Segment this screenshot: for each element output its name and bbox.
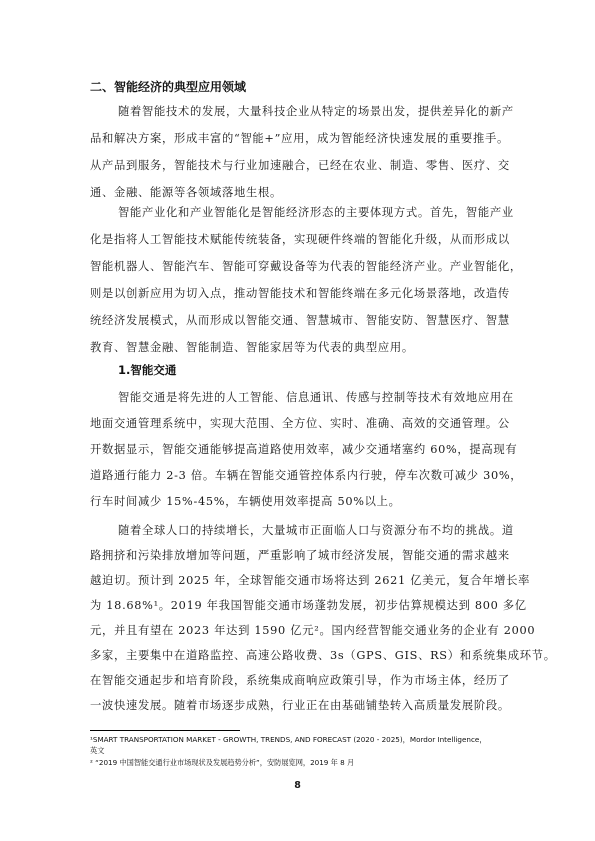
text-line: 随着全球人口的持续增长，大量城市正面临人口与资源分布不均的挑战。道 (118, 524, 514, 537)
text-line: 行车时间减少 15%-45%，车辆使用效率提高 50%以上。 (90, 495, 401, 508)
subsection-heading: 1.智能交通 (118, 363, 177, 377)
text-line: 智能交通是将先进的人工智能、信息通讯、传感与控制等技术有效地应用在 (118, 391, 514, 404)
text-line: 一波快速发展。随着市场逐步成熟，行业正在由基础铺垫转入高质量发展阶段。 (90, 699, 510, 712)
text-line: 越迫切。预计到 2025 年，全球智能交通市场将达到 2621 亿美元，复合年增长率 (90, 574, 531, 587)
text-line: 则是以创新应用为切入点，推动智能技术和智能终端在多元化场景落地，改造传 (90, 287, 510, 300)
text-line: 品和解决方案，形成丰富的“智能+”应用，成为智能经济快速发展的重要推手。 (90, 132, 510, 145)
footnote-1: ¹SMART TRANSPORTATION MARKET - GROWTH, TRENDS, AND FORECAST (2020 - 2025)，Mordor Intelligence， (90, 735, 487, 744)
text-line: 路拥挤和污染排放增加等问题，严重影响了城市经济发展，智能交通的需求越来 (90, 549, 510, 562)
text-line: 教育、智慧金融、智能制造、智能家居等为代表的典型应用。 (90, 341, 414, 354)
text-line: 随着智能技术的发展，大量科技企业从特定的场景出发，提供差异化的新产 (118, 105, 514, 118)
text-line: 统经济发展模式，从而形成以智能交通、智慧城市、智能安防、智慧医疗、智慧 (90, 314, 510, 327)
text-line: 通、金融、能源等各领域落地生根。 (90, 186, 282, 199)
text-line: 化是指将人工智能技术赋能传统装备，实现硬件终端的智能化升级，从而形成以 (90, 233, 510, 246)
page-number: 8 (294, 780, 301, 791)
text-line: 开数据显示，智能交通能够提高道路使用效率，减少交通堵塞约 60%，提高现有 (90, 443, 518, 456)
text-line: 智能机器人、智能汽车、智能可穿戴设备等为代表的智能经济产业。产业智能化， (90, 260, 522, 273)
text-line: 地面交通管理系统中，实现大范围、全方位、实时、准确、高效的交通管理。公 (90, 417, 510, 430)
text-line: 道路通行能力 2-3 倍。车辆在智能交通管控体系内行驶，停车次数可减少 30%， (90, 469, 523, 482)
text-line: 在智能交通起步和培育阶段，系统集成商响应政策引导，作为市场主体，经历了 (90, 674, 510, 687)
footnote-divider (90, 730, 240, 731)
text-line: 从产品到服务，智能技术与行业加速融合，已经在农业、制造、零售、医疗、交 (90, 159, 510, 172)
footnote-2: ² “2019 中国智能交通行业市场现状及发展趋势分析”，安防展览网，2019 年 8 月 (90, 758, 355, 767)
section-heading: 二、智能经济的典型应用领域 (90, 80, 247, 94)
text-line: 为 18.68%¹。2019 年我国智能交通市场蓬勃发展，初步估算规模达到 800 多亿 (90, 599, 527, 612)
text-line: 多家，主要集中在道路监控、高速公路收费、3s（GPS、GIS、RS）和系统集成环节。 (90, 649, 556, 662)
footnote-1-continuation: 英文 (90, 746, 105, 755)
text-line: 元，并且有望在 2023 年达到 1590 亿元²。国内经营智能交通业务的企业有 2000 (90, 624, 536, 637)
text-line: 智能产业化和产业智能化是智能经济形态的主要体现方式。首先，智能产业 (118, 206, 514, 219)
